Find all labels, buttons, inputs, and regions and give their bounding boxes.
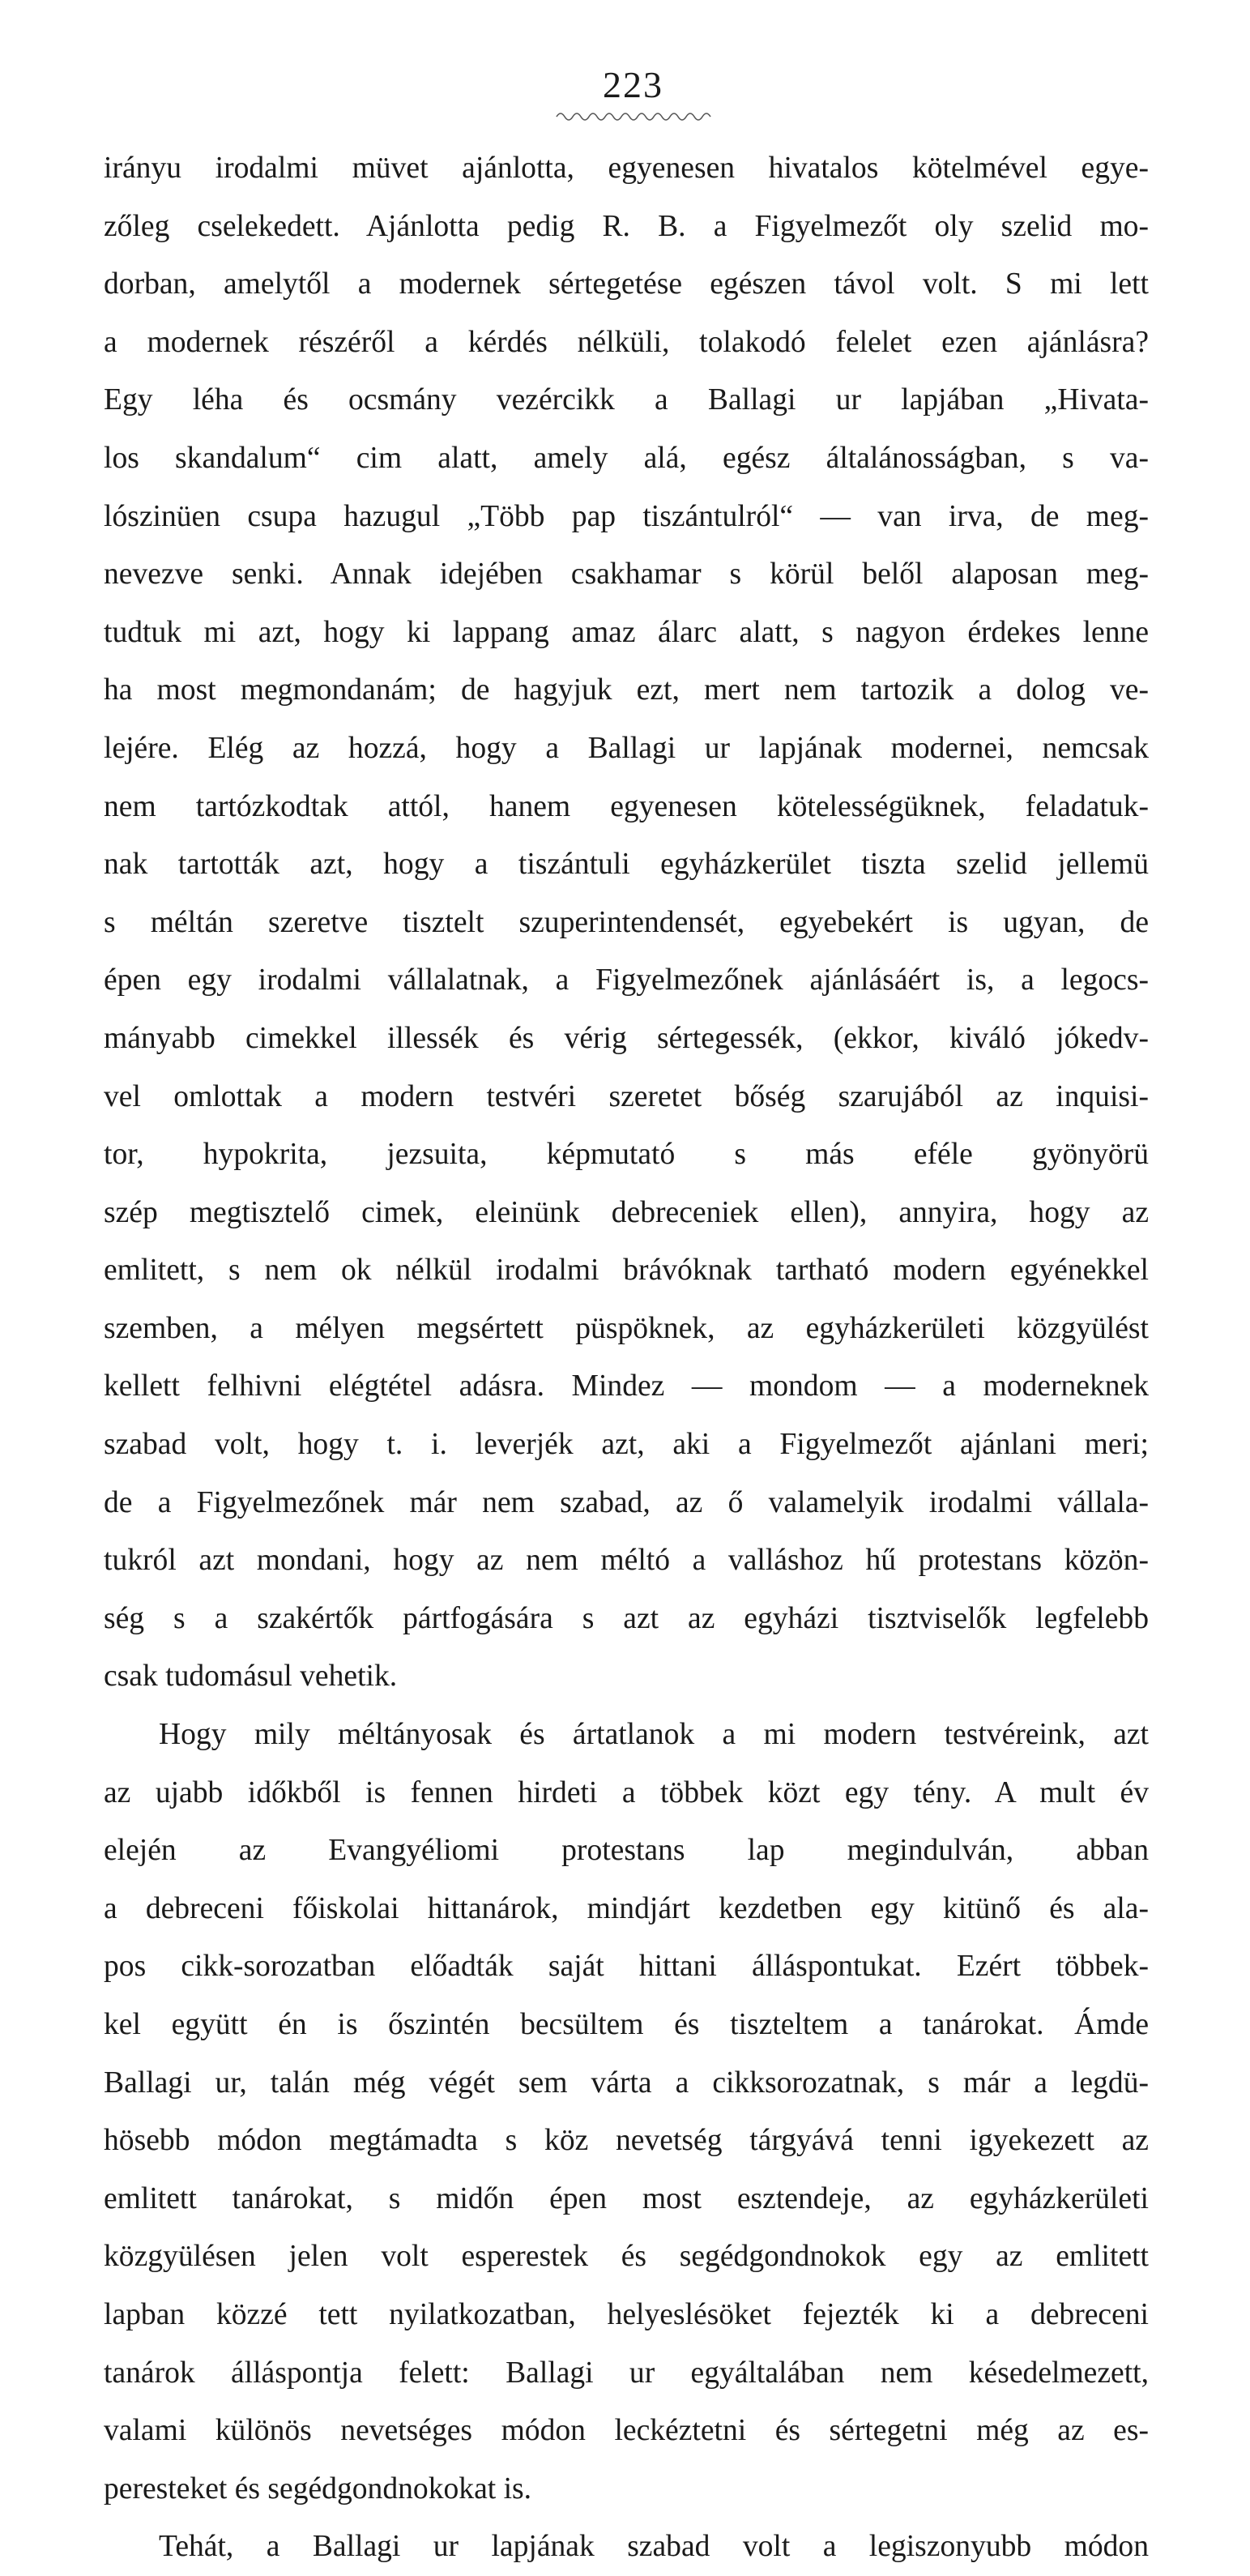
text-line: pos cikk-sorozatban előadták saját hittani álláspontukat. Ezért többek- [104, 1950, 1149, 1984]
text-line: épen egy irodalmi vállalatnak, a Figyelmezőnek ajánlásáért is, a legocs- [104, 963, 1149, 998]
text-line: hösebb módon megtámadta s köz nevetség tárgyává tenni igyekezett az [104, 2124, 1149, 2158]
text-line: emlitett, s nem ok nélkül irodalmi brávóknak tartható modern egyénekkel [104, 1254, 1149, 1288]
ornament-squiggle [555, 107, 717, 123]
text-line: a debreceni főiskolai hittanárok, mindjárt kezdetben egy kitünő és ala- [104, 1891, 1149, 1925]
page-number: 223 [603, 64, 663, 105]
text-line: tukról azt mondani, hogy az nem méltó a valláshoz hű protestans közön- [104, 1544, 1149, 1578]
text-line: valami különös nevetséges módon leckéztetni és sértegetni még az es- [104, 2414, 1149, 2448]
text-line: csak tudomásul vehetik. [104, 1660, 398, 1694]
text-line: lejére. Elég az hozzá, hogy a Ballagi ur lapjának modernei, nemcsak [104, 731, 1149, 765]
text-line: tor, hypokrita, jezsuita, képmutató s más eféle gyönyörü [104, 1138, 1149, 1172]
text-line: ség s a szakértők pártfogására s azt az egyházi tisztviselők legfelebb [104, 1601, 1149, 1635]
text-line: emlitett tanárokat, s midőn épen most esztendeje, az egyházkerületi [104, 2181, 1149, 2215]
text-line: a modernek részéről a kérdés nélküli, tolakodó felelet ezen ajánlásra? [104, 325, 1149, 359]
text-line: Egy léha és ocsmány vezércikk a Ballagi ur lapjában „Hivata- [104, 383, 1149, 417]
text-line: kellett felhivni elégtétel adásra. Mindez — mondom — a moderneknek [104, 1369, 1149, 1403]
text-line: lapban közzé tett nyilatkozatban, helyeslésöket fejezték ki a debreceni [104, 2297, 1149, 2331]
body-text [104, 139, 1149, 2576]
text-line: Tehát, a Ballagi ur lapjának szabad volt a legiszonyubb módon [159, 2530, 1149, 2564]
text-line: zőleg cselekedett. Ajánlotta pedig R. B. a Figyelmezőt oly szelid mo- [104, 209, 1149, 243]
text-line: mányabb cimekkel illessék és vérig sértegessék, (ekkor, kiváló jókedv- [104, 1021, 1149, 1055]
text-line: elején az Evangyéliomi protestans lap megindulván, abban [104, 1834, 1149, 1868]
text-line: az ujabb időkből is fennen hirdeti a többek közt egy tény. A mult év [104, 1775, 1149, 1809]
text-line: lószinüen csupa hazugul „Több pap tiszántulról“ — van irva, de meg- [104, 499, 1149, 533]
text-line: peresteket és segédgondnokokat is. [104, 2471, 532, 2506]
text-line: vel omlottak a modern testvéri szeretet bőség szarujából az inquisi- [104, 1079, 1149, 1113]
text-line: szép megtisztelő cimek, eleinünk debreceniek ellen), annyira, hogy az [104, 1195, 1149, 1229]
text-line: irányu irodalmi müvet ajánlotta, egyenesen hivatalos kötelmével egye- [104, 152, 1149, 185]
text-line: szemben, a mélyen megsértett püspöknek, az egyházkerületi közgyülést [104, 1311, 1149, 1345]
text-line: tudtuk mi azt, hogy ki lappang amaz álarc alatt, s nagyon érdekes lenne [104, 615, 1149, 649]
text-line: nevezve senki. Annak idejében csakhamar s körül belől alaposan meg- [104, 557, 1149, 592]
text-line: tanárok álláspontja felett: Ballagi ur egyáltalában nem késedelmezett, [104, 2356, 1149, 2390]
text-line: de a Figyelmezőnek már nem szabad, az ő valamelyik irodalmi vállala- [104, 1485, 1149, 1519]
text-line: ha most megmondanám; de hagyjuk ezt, mert nem tartozik a dolog ve- [104, 673, 1149, 707]
text-line: Hogy mily méltányosak és ártatlanok a mi modern testvéreink, azt [159, 1718, 1149, 1752]
text-line: szabad volt, hogy t. i. leverjék azt, aki a Figyelmezőt ajánlani meri; [104, 1428, 1149, 1462]
text-line: kel együtt én is őszintén becsültem és tiszteltem a tanárokat. Ámde [104, 2008, 1149, 2041]
text-line: s méltán szeretve tisztelt szuperintendensét, egyebekért is ugyan, de [104, 905, 1149, 939]
text-line: Ballagi ur, talán még végét sem várta a cikksorozatnak, s már a legdü- [104, 2065, 1149, 2100]
text-line: los skandalum“ cim alatt, amely alá, egész általánosságban, s va- [104, 441, 1149, 475]
text-line: nem tartózkodtak attól, hanem egyenesen kötelességüknek, feladatuk- [104, 789, 1149, 823]
text-line: nak tartották azt, hogy a tiszántuli egyházkerület tiszta szelid jellemü [104, 848, 1149, 882]
text-line: közgyülésen jelen volt esperestek és segédgondnokok egy az emlitett [104, 2240, 1149, 2274]
text-line: dorban, amelytől a modernek sértegetése egészen távol volt. S mi lett [104, 267, 1149, 301]
